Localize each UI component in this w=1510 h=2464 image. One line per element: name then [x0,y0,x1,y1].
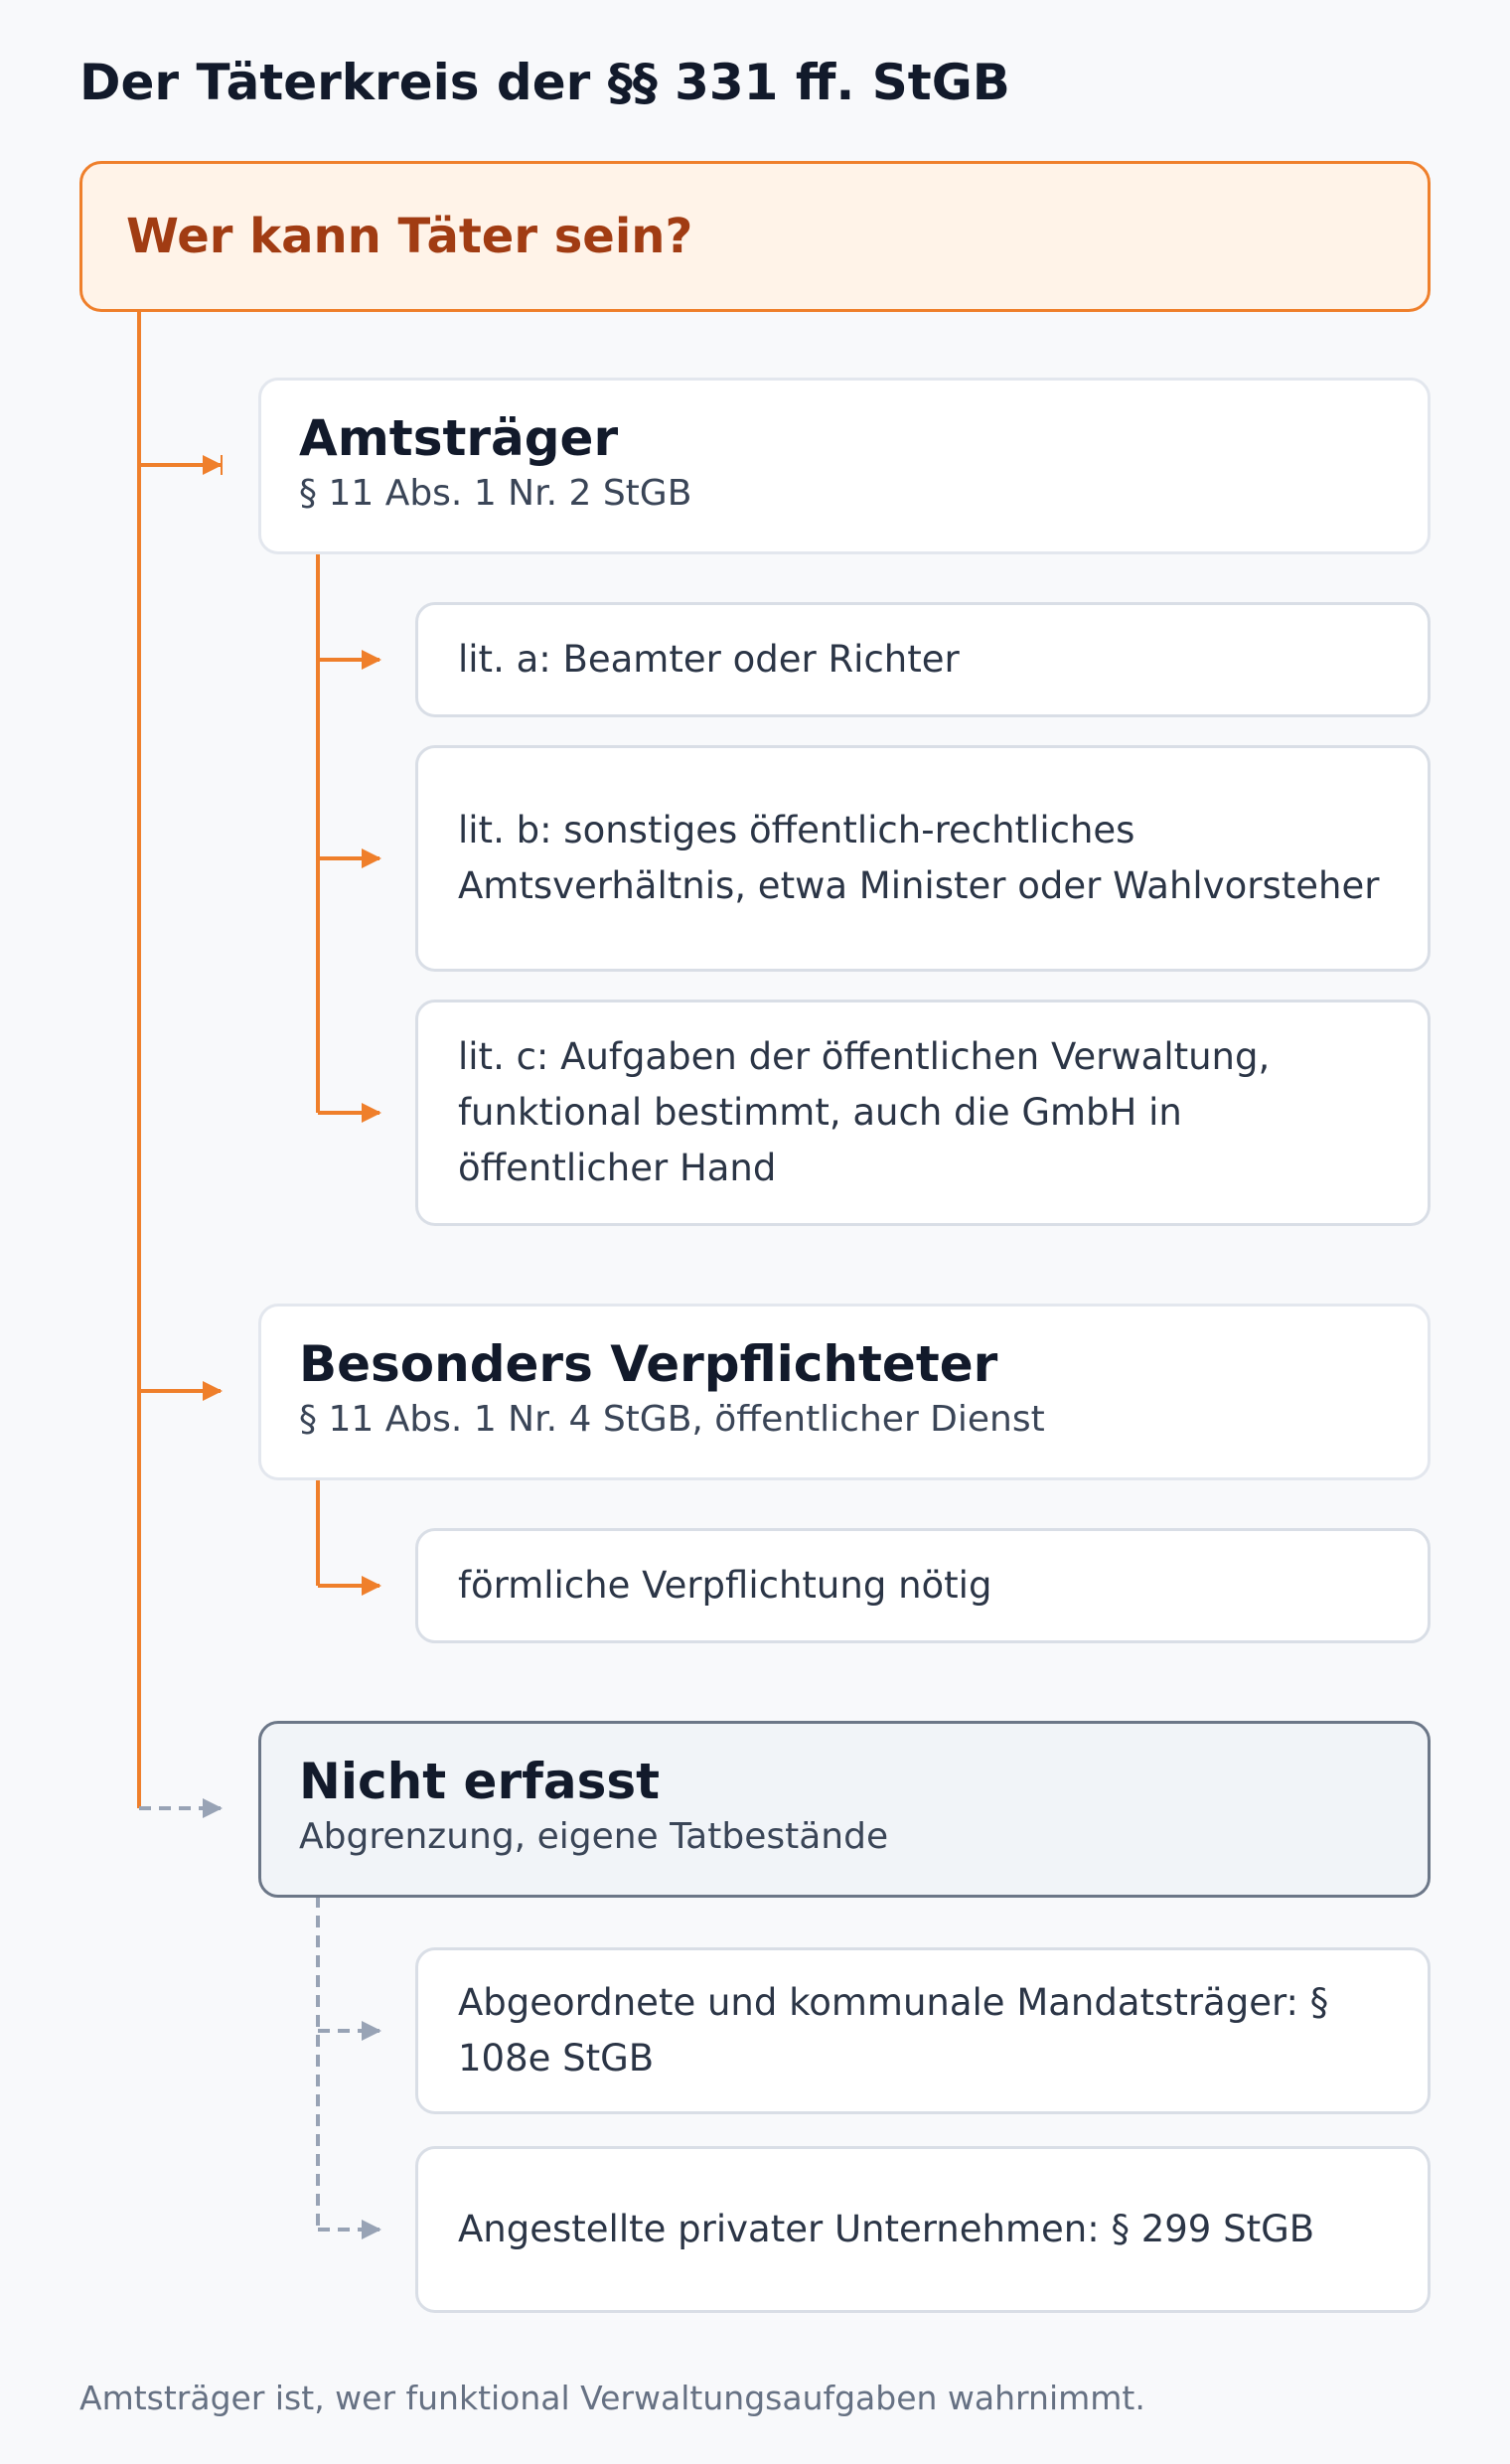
arrowhead-nicht-erfasst [203,1798,223,1818]
item-text: lit. c: Aufgaben der öffentlichen Verwaltung, funktional bestimmt, auch die GmbH in öffentlicher Hand [458,1035,1271,1189]
arrowhead-foermliche [362,1576,381,1596]
arrowhead-amtstraeger [203,455,223,475]
category-heading: Amtsträger [299,409,619,467]
item-lit-c [415,1000,1431,1226]
arrowhead-lit-b [362,848,381,868]
item-text: lit. a: Beamter oder Richter [458,638,960,681]
category-nicht-erfasst [258,1721,1431,1898]
item-abgeordnete [415,1947,1431,2114]
arrowhead-verpflichteter [203,1381,223,1401]
arrowhead-lit-a [362,650,381,670]
category-subtitle: Abgrenzung, eigene Tatbestände [299,1816,889,1857]
category-subtitle: § 11 Abs. 1 Nr. 4 StGB, öffentlicher Dienst [299,1399,1045,1440]
item-text: Abgeordnete und kommunale Mandatsträger: § 108e StGB [458,1981,1329,2079]
item-text: förmliche Verpflichtung nötig [458,1564,992,1607]
root-question-label: Wer kann Täter sein? [126,209,693,264]
item-lit-a [415,602,1431,717]
category-subtitle: § 11 Abs. 1 Nr. 2 StGB [299,473,692,514]
item-text: Angestellte privater Unternehmen: § 299 StGB [458,2208,1315,2250]
category-heading: Besonders Verpflichteter [299,1335,998,1393]
arrowhead-abgeordnete [362,2021,381,2041]
item-text: lit. b: sonstiges öffentlich-rechtliches Amtsverhältnis, etwa Minister oder Wahlvorsteher [458,809,1380,907]
arrowhead-angestellte [362,2220,381,2239]
page-title: Der Täterkreis der §§ 331 ff. StGB [79,54,1010,111]
arrowhead-lit-c [362,1103,381,1123]
item-angestellte [415,2146,1431,2313]
category-amtstraeger [258,378,1431,554]
item-lit-b [415,745,1431,972]
category-heading: Nicht erfasst [299,1753,661,1810]
footnote: Amtsträger ist, wer funktional Verwaltungsaufgaben wahrnimmt. [79,2379,1145,2417]
category-besonders-verpflichteter [258,1304,1431,1480]
item-foermliche-verpflichtung [415,1528,1431,1643]
